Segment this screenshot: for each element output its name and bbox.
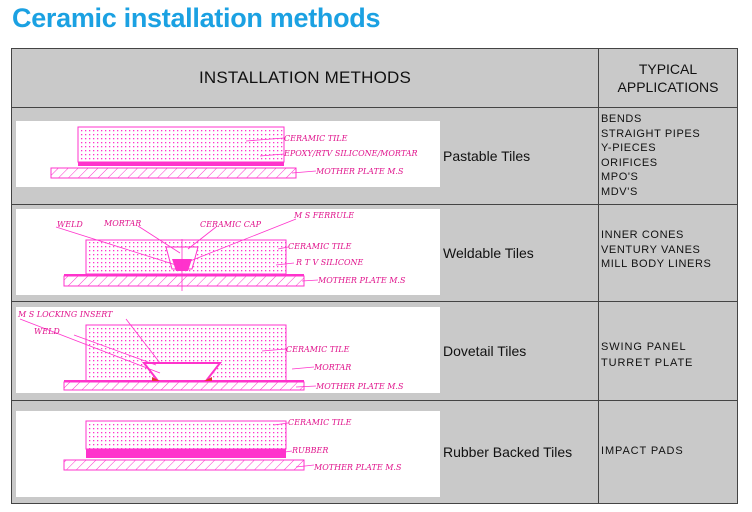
pastable-tile-diagram: [16, 121, 440, 187]
application-item: INNER CONES: [601, 229, 684, 241]
apps-pastable: [601, 112, 737, 199]
mother-plate-shape: [64, 460, 304, 470]
column-divider: [598, 49, 599, 503]
rubber-layer: [86, 449, 286, 458]
header-typical-applications: [599, 49, 737, 107]
mother-plate-shape: [64, 276, 304, 286]
application-item: BENDS: [601, 113, 642, 125]
row-divider: [12, 301, 737, 302]
header-installation-methods: INSTALLATION METHODS: [198, 68, 412, 87]
dovetail-tile-diagram: [16, 307, 440, 393]
ceramic-tile-shape: [78, 127, 284, 162]
header-apps-line1: TYPICAL: [638, 61, 698, 77]
label-ceramic-tile: CERAMIC TILE: [286, 345, 350, 354]
rubber-backed-tile-diagram: [16, 411, 440, 497]
application-item: MILL BODY LINERS: [601, 258, 712, 270]
label-ms-ferrule: M S FERRULE: [294, 211, 355, 220]
application-item: SWING PANEL: [601, 341, 687, 353]
label-ceramic-tile: CERAMIC TILE: [288, 418, 352, 427]
label-locking-insert: M S LOCKING INSERT: [18, 310, 113, 319]
locking-insert-shape: [144, 363, 220, 381]
ceramic-tile-shape: [86, 421, 286, 449]
method-pastable-tiles: Pastable Tiles: [443, 148, 531, 164]
header-apps-line2: APPLICATIONS: [617, 79, 719, 95]
label-mother-plate: MOTHER PLATE M.S: [314, 463, 402, 472]
label-ceramic-tile: CERAMIC TILE: [284, 134, 348, 143]
row-divider: [12, 204, 737, 205]
silicone-layer: [64, 274, 304, 276]
method-rubber-backed-tiles: Rubber Backed Tiles: [443, 444, 573, 460]
mother-plate-shape: [51, 168, 296, 178]
adhesive-layer: [78, 162, 284, 166]
apps-weldable: [601, 228, 737, 272]
application-item: STRAIGHT PIPES: [601, 127, 701, 140]
apps-rubber-backed: [601, 443, 737, 459]
application-item: MPO'S: [601, 171, 639, 183]
installation-table: [11, 48, 738, 504]
method-dovetail-tiles: Dovetail Tiles: [443, 343, 527, 359]
header-divider: [12, 107, 737, 108]
label-rtv-silicone: R T V SILICONE: [296, 258, 364, 267]
application-item: VENTURY VANES: [601, 243, 701, 256]
label-mother-plate: MOTHER PLATE M.S: [316, 382, 404, 391]
label-mother-plate: MOTHER PLATE M.S: [316, 167, 404, 176]
mother-plate-shape: [64, 382, 304, 390]
label-ceramic-tile: CERAMIC TILE: [288, 242, 352, 251]
label-mother-plate: MOTHER PLATE M.S: [318, 276, 406, 285]
application-item: TURRET PLATE: [601, 357, 694, 369]
application-item: IMPACT PADS: [601, 445, 684, 457]
label-ceramic-cap: CERAMIC CAP: [200, 220, 262, 229]
weldable-tile-diagram: [16, 209, 440, 295]
application-item: Y-PIECES: [601, 142, 657, 154]
label-weld: WELD: [34, 327, 60, 336]
row-divider: [12, 400, 737, 401]
page-title: Ceramic installation methods: [12, 3, 381, 33]
label-mortar: MORTAR: [104, 219, 142, 228]
label-weld: WELD: [57, 220, 83, 229]
label-rubber: RUBBER: [292, 446, 329, 455]
application-item: MDV'S: [601, 185, 638, 198]
method-weldable-tiles: Weldable Tiles: [443, 245, 534, 261]
apps-dovetail: [601, 339, 737, 371]
application-item: ORIFICES: [601, 156, 658, 169]
label-mortar: MORTAR: [314, 363, 352, 372]
label-adhesive: EPOXY/RTV SILICONE/MORTAR: [284, 149, 418, 158]
